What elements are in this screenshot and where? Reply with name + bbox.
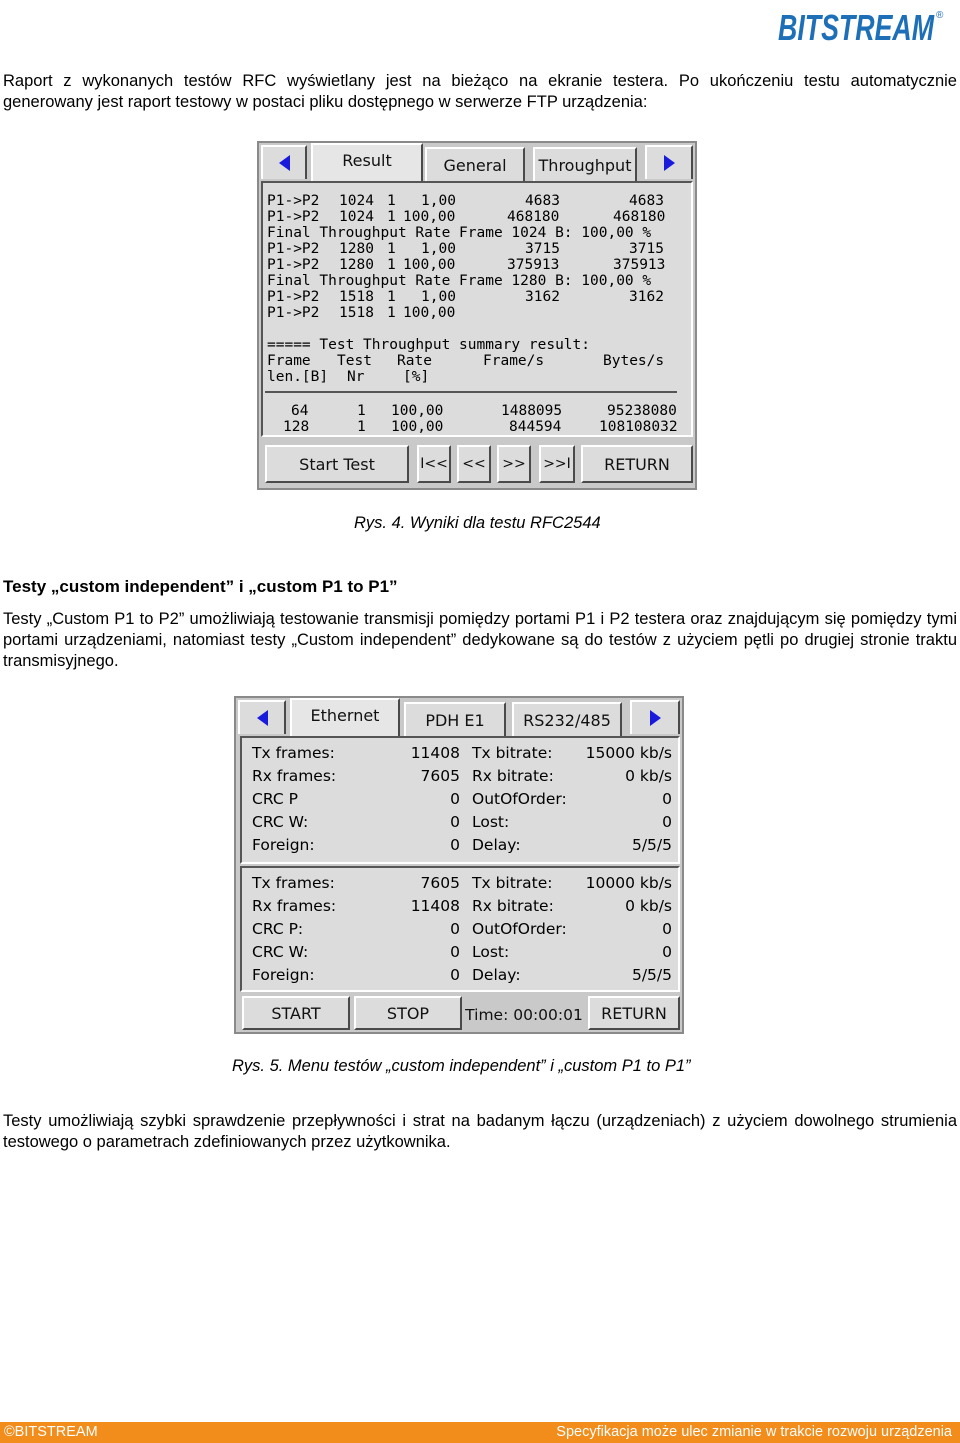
start-button[interactable]: START	[242, 996, 350, 1030]
tab-prev-arrow[interactable]	[238, 700, 286, 734]
next-page-button[interactable]: >>	[497, 445, 531, 483]
return-button[interactable]: RETURN	[581, 445, 693, 483]
right-arrow-icon	[650, 710, 661, 726]
prev-page-button[interactable]: <<	[457, 445, 491, 483]
summary-table: 64 1 100,00 1488095 95238080 128 1 100,00 844594 108108032	[283, 403, 678, 435]
section-paragraph: Testy „Custom P1 to P2” umożliwiają testowanie transmisji pomiędzy portami P1 i P2 testera oraz znajdującym się pomiędzy tymi portami urządzeniami, natomiast testy „Custom independent” dedykowane są do testów z użyciem pętli po drugiej stronie traktu transmisyjnego.	[3, 610, 957, 670]
tab-next-arrow[interactable]	[630, 700, 680, 734]
tab-throughput-label: Throughput	[538, 155, 632, 175]
start-test-button[interactable]: Start Test	[265, 445, 409, 483]
stats-row: CRC W: 0 Lost: 0	[252, 943, 672, 961]
elapsed-time: Time: 00:00:01	[465, 1006, 583, 1024]
footer-disclaimer: Specyfikacja może ulec zmianie w trakcie rozwoju urządzenia	[556, 1424, 952, 1440]
stats-row: Tx frames: 7605 Tx bitrate: 10000 kb/s	[252, 874, 672, 892]
first-page-button[interactable]: I<<	[417, 445, 451, 483]
tab-rs232-label: RS232/485	[523, 710, 611, 730]
result-screen	[257, 141, 697, 490]
registered-mark: ®	[936, 10, 944, 21]
logo-text: BITSTREAM	[778, 7, 935, 46]
stats-row: Foreign: 0 Delay: 5/5/5	[252, 836, 672, 854]
tab-rs232[interactable]	[512, 702, 622, 736]
stats-row: CRC P 0 OutOfOrder: 0	[252, 790, 672, 808]
section-heading: Testy „custom independent” i „custom P1 to P1”	[3, 577, 398, 596]
closing-paragraph: Testy umożliwiają szybki sprawdzenie przepływności i strat na badanym łączu (urządzeniach) z użyciem dowolnego strumienia testowego o parametrach zdefiniowanych przez użytkownika.	[3, 1112, 957, 1151]
stats-row: CRC P: 0 OutOfOrder: 0	[252, 920, 672, 938]
tab-general[interactable]	[425, 147, 525, 181]
stats-panel-p2	[240, 866, 680, 992]
stats-row: CRC W: 0 Lost: 0	[252, 813, 672, 831]
stats-row: Rx frames: 7605 Rx bitrate: 0 kb/s	[252, 767, 672, 785]
stats-row: Rx frames: 11408 Rx bitrate: 0 kb/s	[252, 897, 672, 915]
tab-result[interactable]	[311, 143, 423, 181]
figure-4-caption: Rys. 4. Wyniki dla testu RFC2544	[354, 514, 601, 532]
summary-divider	[265, 391, 677, 393]
left-arrow-icon	[257, 710, 268, 726]
intro-paragraph: Raport z wykonanych testów RFC wyświetlany jest na bieżąco na ekranie testera. Po ukończeniu testu automatycznie generowany jest raport testowy w postaci pliku dostępnego w serwerze FTP urządzenia:	[3, 72, 957, 111]
tab-general-label: General	[443, 155, 507, 175]
page-footer	[0, 1422, 960, 1443]
tab-next-arrow[interactable]	[645, 145, 693, 179]
tab-ethernet-label: Ethernet	[310, 705, 380, 725]
figure-5-caption: Rys. 5. Menu testów „custom independent” i „custom P1 to P1”	[232, 1057, 691, 1075]
last-page-button[interactable]: >>I	[539, 445, 575, 483]
tab-throughput[interactable]	[533, 147, 637, 181]
stats-row: Foreign: 0 Delay: 5/5/5	[252, 966, 672, 984]
stop-button[interactable]: STOP	[354, 996, 462, 1030]
tab-ethernet[interactable]	[290, 698, 400, 736]
right-arrow-icon	[664, 155, 675, 171]
result-log	[261, 181, 693, 437]
log-lines: P1->P2 1024 1 1,00 4683 4683 P1->P2 1024 1 100,00 468180 468180 Final Throughput Rate Frame 1024 B: 100,00 % P1->P2 1280 1 1,00 3715 3715 P1->P2 1280 1 100,00 375913 375913 Final Throughput Rate Frame 1280 B: 100,00 % P1->P2 1518 1 1,00 3162 3162 P1->P2 1518 1 100,00 ===== Test Throughput summary result: Frame Test Rate Frame/s Bytes/s len.[B] Nr [%]	[267, 193, 666, 385]
left-arrow-icon	[279, 155, 290, 171]
tab-prev-arrow[interactable]	[261, 145, 307, 179]
footer-copyright: ©BITSTREAM	[4, 1424, 98, 1440]
bitstream-logo	[776, 6, 948, 46]
tab-result-label: Result	[342, 150, 392, 170]
tab-pdh-e1-label: PDH E1	[425, 710, 485, 730]
stats-row: Tx frames: 11408 Tx bitrate: 15000 kb/s	[252, 744, 672, 762]
tab-pdh-e1[interactable]	[404, 702, 506, 736]
stats-panel-p1	[240, 736, 680, 864]
custom-test-screen	[234, 696, 684, 1034]
return-button[interactable]: RETURN	[588, 996, 680, 1030]
